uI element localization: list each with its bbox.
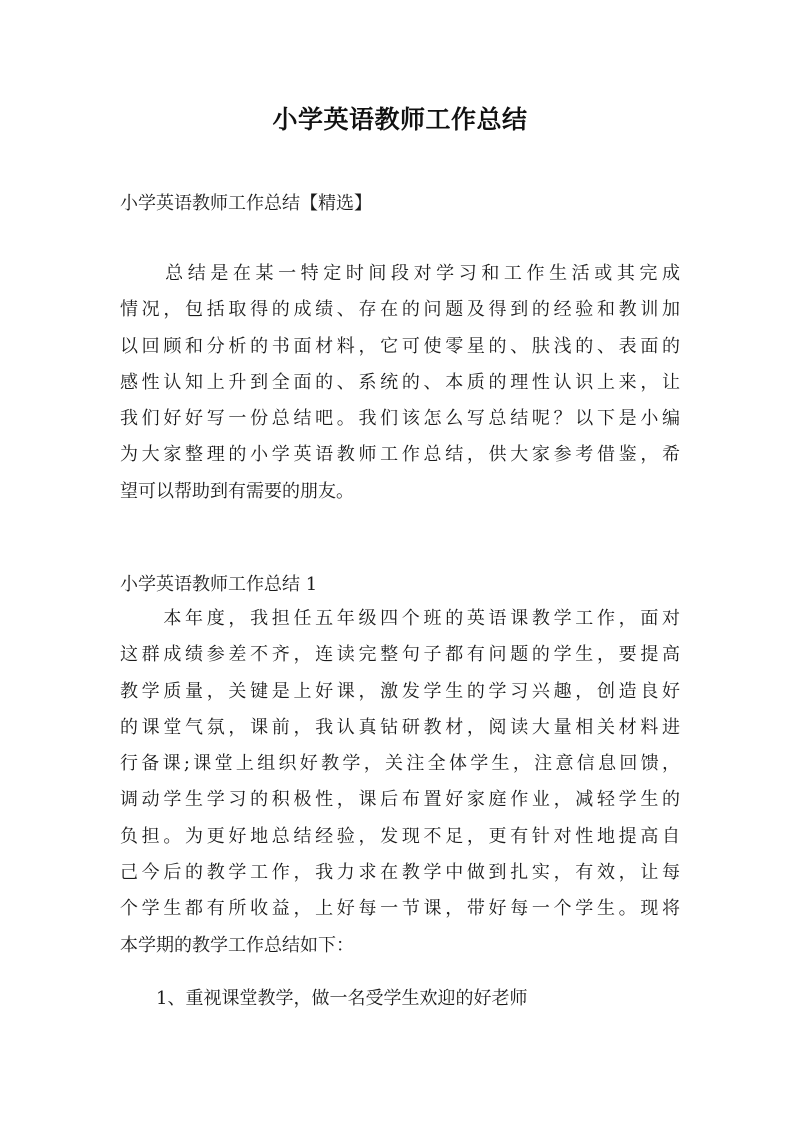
body-line: 教学质量，关键是上好课，激发学生的学习兴趣，创造良好 xyxy=(120,680,680,702)
intro-line: 望可以帮助到有需要的朋友。 xyxy=(120,480,354,502)
body-line: 的课堂气氛，课前，我认真钻研教材，阅读大量相关材料进 xyxy=(120,716,680,738)
intro-line: 总结是在某一特定时间段对学习和工作生活或其完成 xyxy=(120,263,680,284)
body-line: 调动学生学习的积极性，课后布置好家庭作业，减轻学生的 xyxy=(120,789,680,811)
body-line: 这群成绩参差不齐，连读完整句子都有问题的学生，要提高 xyxy=(120,644,680,666)
intro-line: 以回顾和分析的书面材料，它可使零星的、肤浅的、表面的 xyxy=(120,335,680,357)
body-line: 己今后的教学工作，我力求在教学中做到扎实，有效，让每 xyxy=(120,862,680,884)
point-heading: 1、重视课堂教学，做一名受学生欢迎的好老师 xyxy=(156,988,528,1009)
intro-line: 为大家整理的小学英语教师工作总结，供大家参考借鉴，希 xyxy=(120,444,680,466)
section-heading: 小学英语教师工作总结 1 xyxy=(120,574,318,595)
document-subtitle: 小学英语教师工作总结【精选】 xyxy=(120,193,372,214)
intro-paragraph xyxy=(120,256,680,510)
body-line: 本年度，我担任五年级四个班的英语课教学工作，面对 xyxy=(120,608,680,629)
intro-line: 我们好好写一份总结吧。我们该怎么写总结呢？以下是小编 xyxy=(120,408,680,430)
body-line: 负担。为更好地总结经验，发现不足，更有针对性地提高自 xyxy=(120,825,680,847)
body-line: 本学期的教学工作总结如下： xyxy=(120,934,354,956)
intro-line: 情况，包括取得的成绩、存在的问题及得到的经验和教训加 xyxy=(120,299,680,321)
body-line: 行备课;课堂上组织好教学，关注全体学生，注意信息回馈， xyxy=(120,753,680,775)
intro-line: 感性认知上升到全面的、系统的、本质的理性认识上来，让 xyxy=(120,371,680,393)
section-body-paragraph xyxy=(120,601,680,964)
document-title: 小学英语教师工作总结 xyxy=(272,105,528,134)
body-line: 个学生都有所收益，上好每一节课，带好每一个学生。现将 xyxy=(120,898,680,920)
